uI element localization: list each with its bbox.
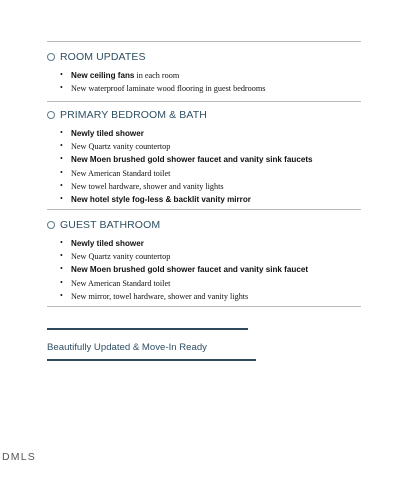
section-divider bbox=[47, 209, 361, 210]
bullet-dot-icon: • bbox=[60, 70, 63, 79]
bullet-dot-icon: • bbox=[60, 264, 63, 274]
list-item bbox=[47, 250, 367, 263]
section-title: ROOM UPDATES bbox=[60, 51, 146, 63]
section-guest-bathroom bbox=[47, 217, 367, 303]
item-bold-text: New hotel style fog-less & backlit vanity mirror bbox=[71, 194, 251, 204]
section-heading bbox=[47, 217, 367, 233]
bottom-divider bbox=[47, 306, 361, 307]
section-heading bbox=[47, 49, 367, 65]
accent-line-bottom bbox=[47, 359, 256, 361]
list-item bbox=[47, 167, 367, 180]
item-text: New Quartz vanity countertop bbox=[71, 252, 171, 262]
item-bold-text: New Moen brushed gold shower faucet and vanity sink faucets bbox=[71, 155, 313, 165]
bullet-dot-icon: • bbox=[60, 251, 63, 261]
top-divider bbox=[47, 41, 361, 42]
list-item bbox=[47, 69, 367, 82]
item-text: New Quartz vanity countertop bbox=[71, 142, 171, 152]
list-item bbox=[47, 290, 367, 303]
bullet-dot-icon: • bbox=[60, 154, 63, 164]
list-item bbox=[47, 82, 367, 95]
item-text: in each room bbox=[134, 71, 180, 80]
section-heading bbox=[47, 107, 367, 123]
bullet-dot-icon: • bbox=[60, 83, 63, 93]
item-text: New American Standard toilet bbox=[71, 278, 171, 288]
section-title: PRIMARY BEDROOM & BATH bbox=[60, 109, 207, 121]
item-bold-text: Newly tiled shower bbox=[71, 239, 144, 248]
accent-line-top bbox=[47, 328, 248, 330]
circle-bullet-icon bbox=[47, 53, 55, 61]
bullet-dot-icon: • bbox=[60, 277, 63, 287]
bullet-dot-icon: • bbox=[60, 128, 63, 137]
circle-bullet-icon bbox=[47, 111, 55, 119]
section-title: GUEST BATHROOM bbox=[60, 219, 161, 231]
list-item bbox=[47, 193, 367, 206]
section-divider bbox=[47, 101, 361, 102]
list-item bbox=[47, 127, 367, 140]
bullet-dot-icon: • bbox=[60, 193, 63, 203]
item-text: New waterproof laminate wood flooring in guest bedrooms bbox=[71, 84, 266, 94]
tagline: Beautifully Updated & Move-In Ready bbox=[47, 342, 207, 353]
list-item bbox=[47, 140, 367, 153]
bullet-dot-icon: • bbox=[60, 290, 63, 300]
item-bold-text: Newly tiled shower bbox=[71, 129, 144, 138]
bullet-dot-icon: • bbox=[60, 141, 63, 151]
list-item bbox=[47, 277, 367, 290]
item-text: New American Standard toilet bbox=[71, 168, 171, 178]
item-text: New towel hardware, shower and vanity lights bbox=[71, 181, 224, 191]
item-list bbox=[47, 69, 367, 95]
item-list bbox=[47, 237, 367, 303]
list-item bbox=[47, 263, 367, 276]
item-bold-text: New Moen brushed gold shower faucet and vanity sink faucet bbox=[71, 265, 309, 275]
item-text: New mirror, towel hardware, shower and vanity lights bbox=[71, 291, 249, 301]
list-item bbox=[47, 180, 367, 193]
list-item bbox=[47, 153, 367, 166]
item-bold-text: New ceiling fans bbox=[71, 71, 135, 80]
dmls-watermark: DMLS bbox=[2, 451, 36, 463]
section-primary-bedroom-bath bbox=[47, 107, 367, 206]
list-item bbox=[47, 237, 367, 250]
section-room-updates bbox=[47, 49, 367, 95]
item-list bbox=[47, 127, 367, 206]
bullet-dot-icon: • bbox=[60, 180, 63, 190]
bullet-dot-icon: • bbox=[60, 167, 63, 177]
bullet-dot-icon: • bbox=[60, 238, 63, 247]
circle-bullet-icon bbox=[47, 221, 55, 229]
